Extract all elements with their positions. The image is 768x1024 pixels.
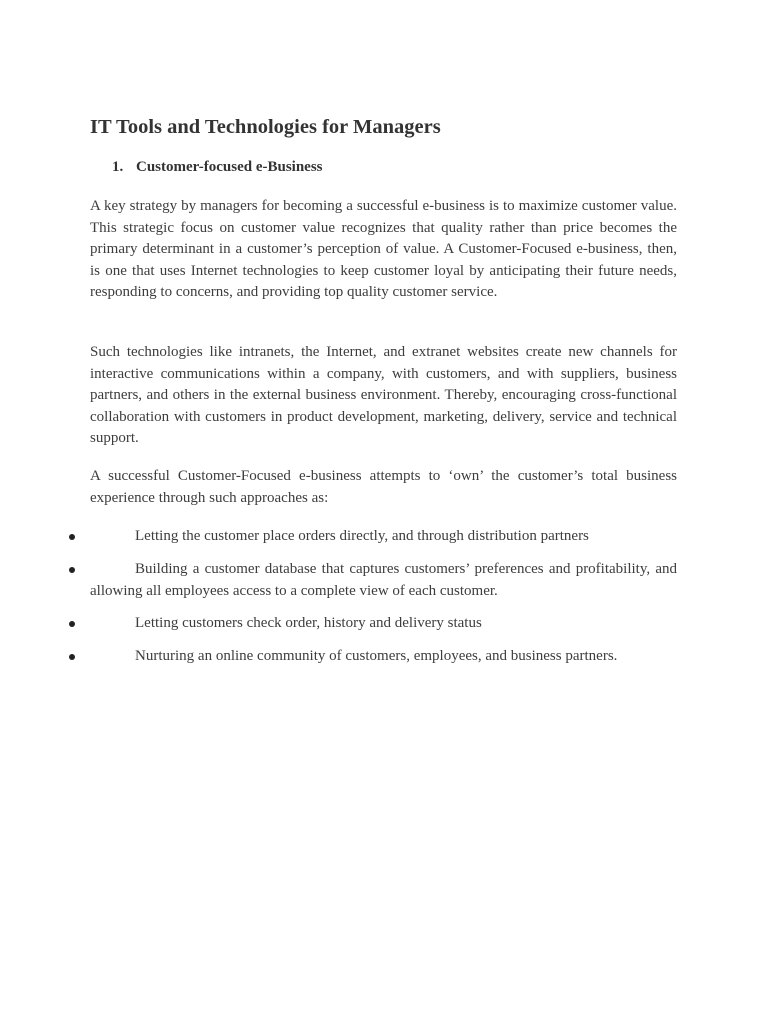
bullet-icon [69, 567, 75, 573]
paragraph-approaches-intro: A successful Customer-Focused e-business attempts to ‘own’ the customer’s total business experience through such approaches as: [90, 468, 677, 506]
paragraph-customer-value: A key strategy by managers for becoming a successful e-business is to maximize customer value. This strategic focus on customer value recognizes that quality rather than price becomes the primary determinant in a customer’s perception of value. A Customer-Focused e-business, then, is one that uses Internet technologies to keep customer loyal by anticipating their future needs, responding to concerns, and providing top quality customer service. [90, 198, 677, 300]
list-item-text: Letting customers check order, history and delivery status [135, 615, 482, 631]
document-title: IT Tools and Technologies for Managers [90, 116, 441, 138]
paragraph-technologies: Such technologies like intranets, the Internet, and extranet websites create new channels for interactive communications within a company, with customers, and with suppliers, business partners, and others in the external business environment. Thereby, encouraging cross-functional collaboration with customers in product development, marketing, delivery, service and technical support. [90, 344, 677, 446]
section-number: 1. [112, 159, 124, 175]
list-item-text: Letting the customer place orders directly, and through distribution partners [135, 528, 589, 544]
bullet-icon [69, 621, 75, 627]
list-item [90, 526, 677, 548]
list-item-text: Nurturing an online community of customers, employees, and business partners. [135, 648, 618, 664]
list-item-text: Building a customer database that captures customers’ preferences and profitability, and allowing all employees access to a complete view of each customer. [90, 561, 677, 599]
section-heading-text: Customer-focused e-Business [136, 159, 323, 175]
bullet-icon [69, 534, 75, 540]
bullet-icon [69, 654, 75, 660]
list-item [90, 613, 677, 635]
list-item [90, 646, 677, 668]
list-item [90, 559, 677, 602]
section-heading [112, 159, 323, 176]
